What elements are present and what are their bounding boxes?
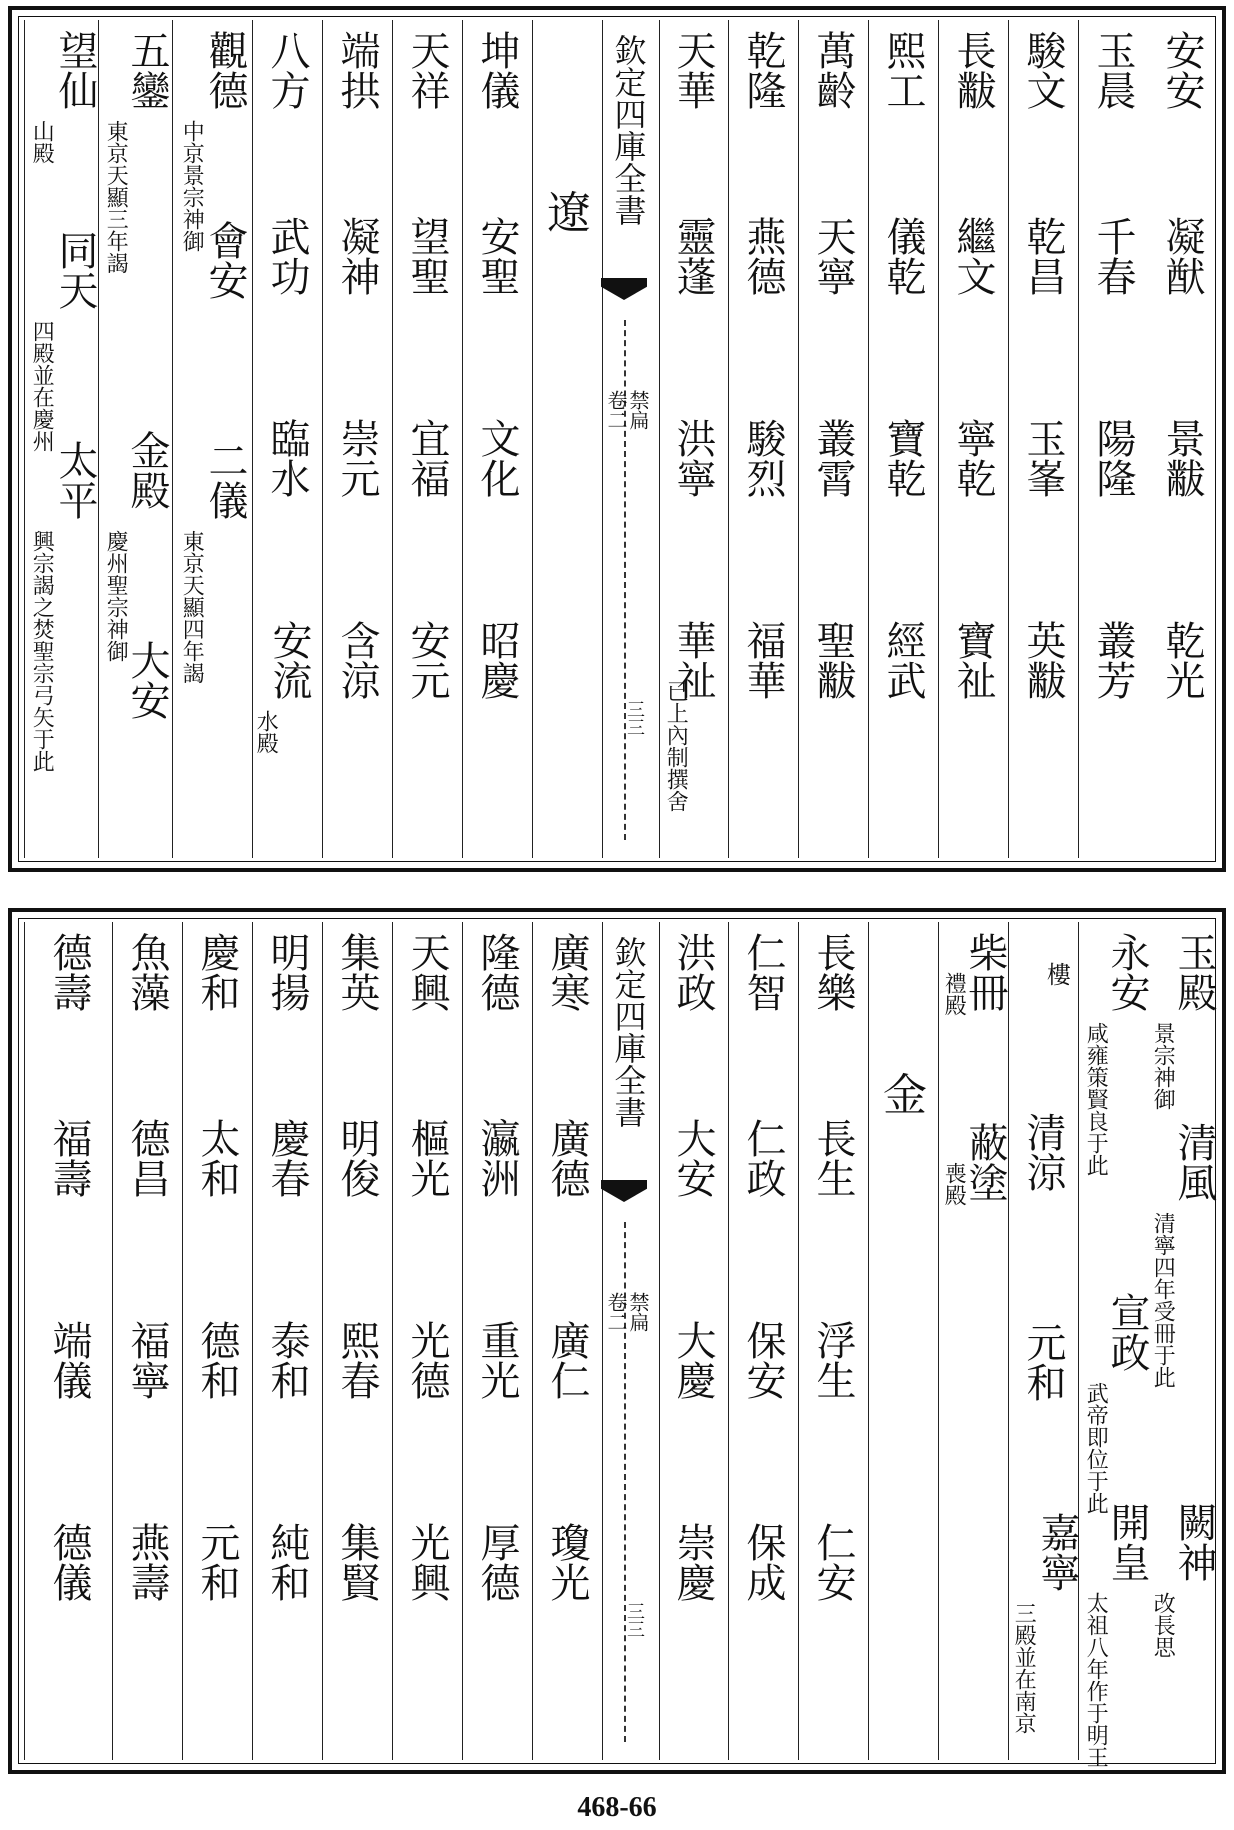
annotation: 太祖八年作于明王 [1083, 1592, 1109, 1768]
entry: 元和 [194, 1522, 240, 1602]
entry: 開皇 [1104, 1502, 1150, 1582]
entry: 宣政 [1104, 1292, 1150, 1372]
annotation: 禮殿 [941, 972, 967, 1016]
annotation: 東京天顯三年謁 [103, 120, 129, 274]
annotation: 清寧四年受冊于此 [1150, 1212, 1176, 1388]
column [182, 922, 252, 1760]
entry: 永安 [1104, 932, 1150, 1012]
column [1008, 20, 1078, 858]
annotation: 喪殿 [941, 1162, 967, 1206]
entry: 經武 [880, 620, 926, 700]
entry: 端儀 [46, 1320, 92, 1400]
entry: 文化 [474, 418, 520, 498]
entry: 光興 [404, 1522, 450, 1602]
column [392, 20, 462, 858]
entry: 萬齡 [810, 30, 856, 110]
entry: 熙春 [334, 1320, 380, 1400]
bottom-frame [8, 908, 1226, 1774]
column [252, 20, 322, 858]
entry: 德昌 [124, 1118, 170, 1198]
annotation: 咸雍策賢良于此 [1083, 1022, 1109, 1176]
entry: 安安 [1159, 30, 1205, 110]
column [392, 922, 462, 1760]
annotation: 慶州聖宗神御 [103, 530, 129, 662]
entry: 千春 [1090, 216, 1136, 296]
entry: 洪寧 [670, 418, 716, 498]
entry: 瀛洲 [474, 1118, 520, 1198]
annotation: 東京天顯四年謁 [179, 530, 205, 684]
annotation: 四殿並在慶州 [29, 320, 55, 452]
entry: 嘉寧 [1034, 1512, 1080, 1592]
entry: 長樂 [810, 932, 856, 1012]
entry: 廣仁 [544, 1320, 590, 1400]
entry: 望聖 [404, 216, 450, 296]
column [532, 922, 602, 1760]
annotation: 水殿 [253, 710, 279, 754]
entry: 同天 [52, 230, 98, 310]
top-frame [8, 6, 1226, 872]
entry: 集賢 [334, 1522, 380, 1602]
entry: 玉晨 [1090, 30, 1136, 110]
folio-number: 三三 [624, 700, 645, 736]
entry: 二儀 [202, 440, 248, 520]
entry: 福壽 [46, 1118, 92, 1198]
entry: 隆德 [474, 932, 520, 1012]
column [172, 20, 252, 858]
entry: 天祥 [404, 30, 450, 110]
entry: 靈蓬 [670, 216, 716, 296]
entry: 五鑾 [124, 30, 170, 110]
entry: 坤儀 [474, 30, 520, 110]
column [728, 922, 798, 1760]
entry: 廣德 [544, 1118, 590, 1198]
entry: 純和 [264, 1522, 310, 1602]
entry: 宜福 [404, 418, 450, 498]
column [868, 20, 938, 858]
column [462, 20, 532, 858]
entry: 含涼 [334, 620, 380, 700]
annotation: 山殿 [29, 120, 55, 164]
entry: 安元 [404, 620, 450, 700]
annotation: 中京景宗神御 [179, 120, 205, 252]
entry: 聖黻 [810, 620, 856, 700]
entry: 闕神 [1171, 1502, 1217, 1582]
entry: 樞光 [404, 1118, 450, 1198]
section-label: 禁扁 [626, 390, 650, 430]
entry: 仁智 [740, 932, 786, 1012]
entry: 柴冊 [962, 932, 1008, 1012]
entry: 八方 [264, 30, 310, 110]
column [462, 922, 532, 1760]
column [658, 20, 728, 858]
page-number: 468-66 [577, 1792, 657, 1823]
entry: 德儀 [46, 1522, 92, 1602]
entry: 駿烈 [740, 418, 786, 498]
column [1148, 20, 1216, 858]
entry: 繼文 [950, 216, 996, 296]
entry: 大安 [670, 1118, 716, 1198]
entry: 明俊 [334, 1118, 380, 1198]
entry: 蔽塗 [962, 1122, 1008, 1202]
column [24, 20, 98, 858]
entry: 泰和 [264, 1320, 310, 1400]
column [24, 922, 112, 1760]
entry: 大安 [124, 640, 170, 720]
entry: 玉殿 [1171, 932, 1217, 1012]
annotation: 興宗謁之焚聖宗弓矢于此 [29, 530, 55, 772]
dynasty-heading: 金 [883, 1070, 927, 1121]
entry: 乾光 [1159, 620, 1205, 700]
entry: 凝猷 [1159, 216, 1205, 296]
entry: 慶和 [194, 932, 240, 1012]
entry: 乾昌 [1020, 216, 1066, 296]
column [532, 20, 602, 858]
entry: 金殿 [124, 430, 170, 510]
entry: 英黻 [1020, 620, 1066, 700]
annotation: 景宗神御 [1150, 1022, 1176, 1110]
column [798, 20, 868, 858]
column [728, 20, 798, 858]
entry: 崇元 [334, 418, 380, 498]
entry: 厚德 [474, 1522, 520, 1602]
entry: 臨水 [264, 418, 310, 498]
entry: 熙工 [880, 30, 926, 110]
entry: 會安 [202, 220, 248, 300]
entry: 叢霄 [810, 418, 856, 498]
entry: 樓 [1042, 962, 1071, 986]
column [1078, 20, 1148, 858]
entry: 德和 [194, 1320, 240, 1400]
entry: 光德 [404, 1320, 450, 1400]
entry: 寶祉 [950, 620, 996, 700]
entry: 崇慶 [670, 1522, 716, 1602]
page-header [602, 922, 660, 1760]
column [1008, 922, 1078, 1760]
entry: 保安 [740, 1320, 786, 1400]
volume-label: 卷二 [604, 1292, 628, 1332]
entry: 玉峯 [1020, 418, 1066, 498]
column [938, 20, 1008, 858]
entry: 仁政 [740, 1118, 786, 1198]
column [1148, 922, 1216, 1760]
page-header [602, 20, 660, 858]
entry: 天華 [670, 30, 716, 110]
entry: 大慶 [670, 1320, 716, 1400]
entry: 廣寒 [544, 932, 590, 1012]
entry: 寧乾 [950, 418, 996, 498]
entry: 武功 [264, 216, 310, 296]
entry: 天寧 [810, 216, 856, 296]
column [98, 20, 172, 858]
entry: 清涼 [1020, 1112, 1066, 1192]
entry: 燕德 [740, 216, 786, 296]
center-dashed-line [624, 1222, 626, 1742]
annotation: 改長思 [1150, 1592, 1176, 1658]
annotation: 武帝即位于此 [1083, 1382, 1109, 1514]
entry: 浮生 [810, 1320, 856, 1400]
column [868, 922, 938, 1760]
entry: 凝神 [334, 216, 380, 296]
section-label: 禁扁 [626, 1292, 650, 1332]
entry: 明揚 [264, 932, 310, 1012]
volume-label: 卷二 [604, 390, 628, 430]
entry: 慶春 [264, 1118, 310, 1198]
entry: 集英 [334, 932, 380, 1012]
column [798, 922, 868, 1760]
entry: 望仙 [52, 30, 98, 110]
entry: 德壽 [46, 932, 92, 1012]
bottom-page [0, 908, 1234, 1788]
annotation: 三殿並在南京 [1011, 1602, 1037, 1734]
entry: 乾隆 [740, 30, 786, 110]
book-title: 欽定四庫全書 [609, 34, 648, 226]
entry: 福寧 [124, 1320, 170, 1400]
entry: 長生 [810, 1118, 856, 1198]
entry: 天興 [404, 932, 450, 1012]
folio-number: 三三 [624, 1602, 645, 1638]
dynasty-heading: 遼 [547, 188, 591, 239]
entry: 駿文 [1020, 30, 1066, 110]
column [322, 20, 392, 858]
entry: 仁安 [810, 1522, 856, 1602]
entry: 元和 [1020, 1322, 1066, 1402]
column [322, 922, 392, 1760]
entry: 重光 [474, 1320, 520, 1400]
fishtail-mark-icon [601, 1180, 647, 1210]
entry: 保成 [740, 1522, 786, 1602]
entry: 端拱 [334, 30, 380, 110]
annotation: 已上內制撰舍 [663, 680, 689, 812]
entry: 景黻 [1159, 418, 1205, 498]
book-title: 欽定四庫全書 [609, 936, 648, 1128]
entry: 福華 [740, 620, 786, 700]
column [1078, 922, 1150, 1768]
fishtail-mark-icon [601, 278, 647, 308]
entry: 寶乾 [880, 418, 926, 498]
entry: 華祉 [670, 620, 716, 700]
entry: 燕壽 [124, 1522, 170, 1602]
entry: 安聖 [474, 216, 520, 296]
entry: 瓊光 [544, 1522, 590, 1602]
column [112, 922, 182, 1760]
entry: 儀乾 [880, 216, 926, 296]
entry: 太和 [194, 1118, 240, 1198]
entry: 陽隆 [1090, 418, 1136, 498]
entry: 觀德 [202, 30, 248, 110]
top-page [0, 0, 1234, 880]
entry: 叢芳 [1090, 620, 1136, 700]
column [938, 922, 1008, 1760]
entry: 太平 [52, 440, 98, 520]
column [252, 922, 322, 1760]
column [658, 922, 728, 1760]
center-dashed-line [624, 320, 626, 840]
entry: 昭慶 [474, 620, 520, 700]
entry: 魚藻 [124, 932, 170, 1012]
entry: 清風 [1171, 1122, 1217, 1202]
entry: 長黻 [950, 30, 996, 110]
entry: 安流 [266, 620, 312, 700]
entry: 洪政 [670, 932, 716, 1012]
